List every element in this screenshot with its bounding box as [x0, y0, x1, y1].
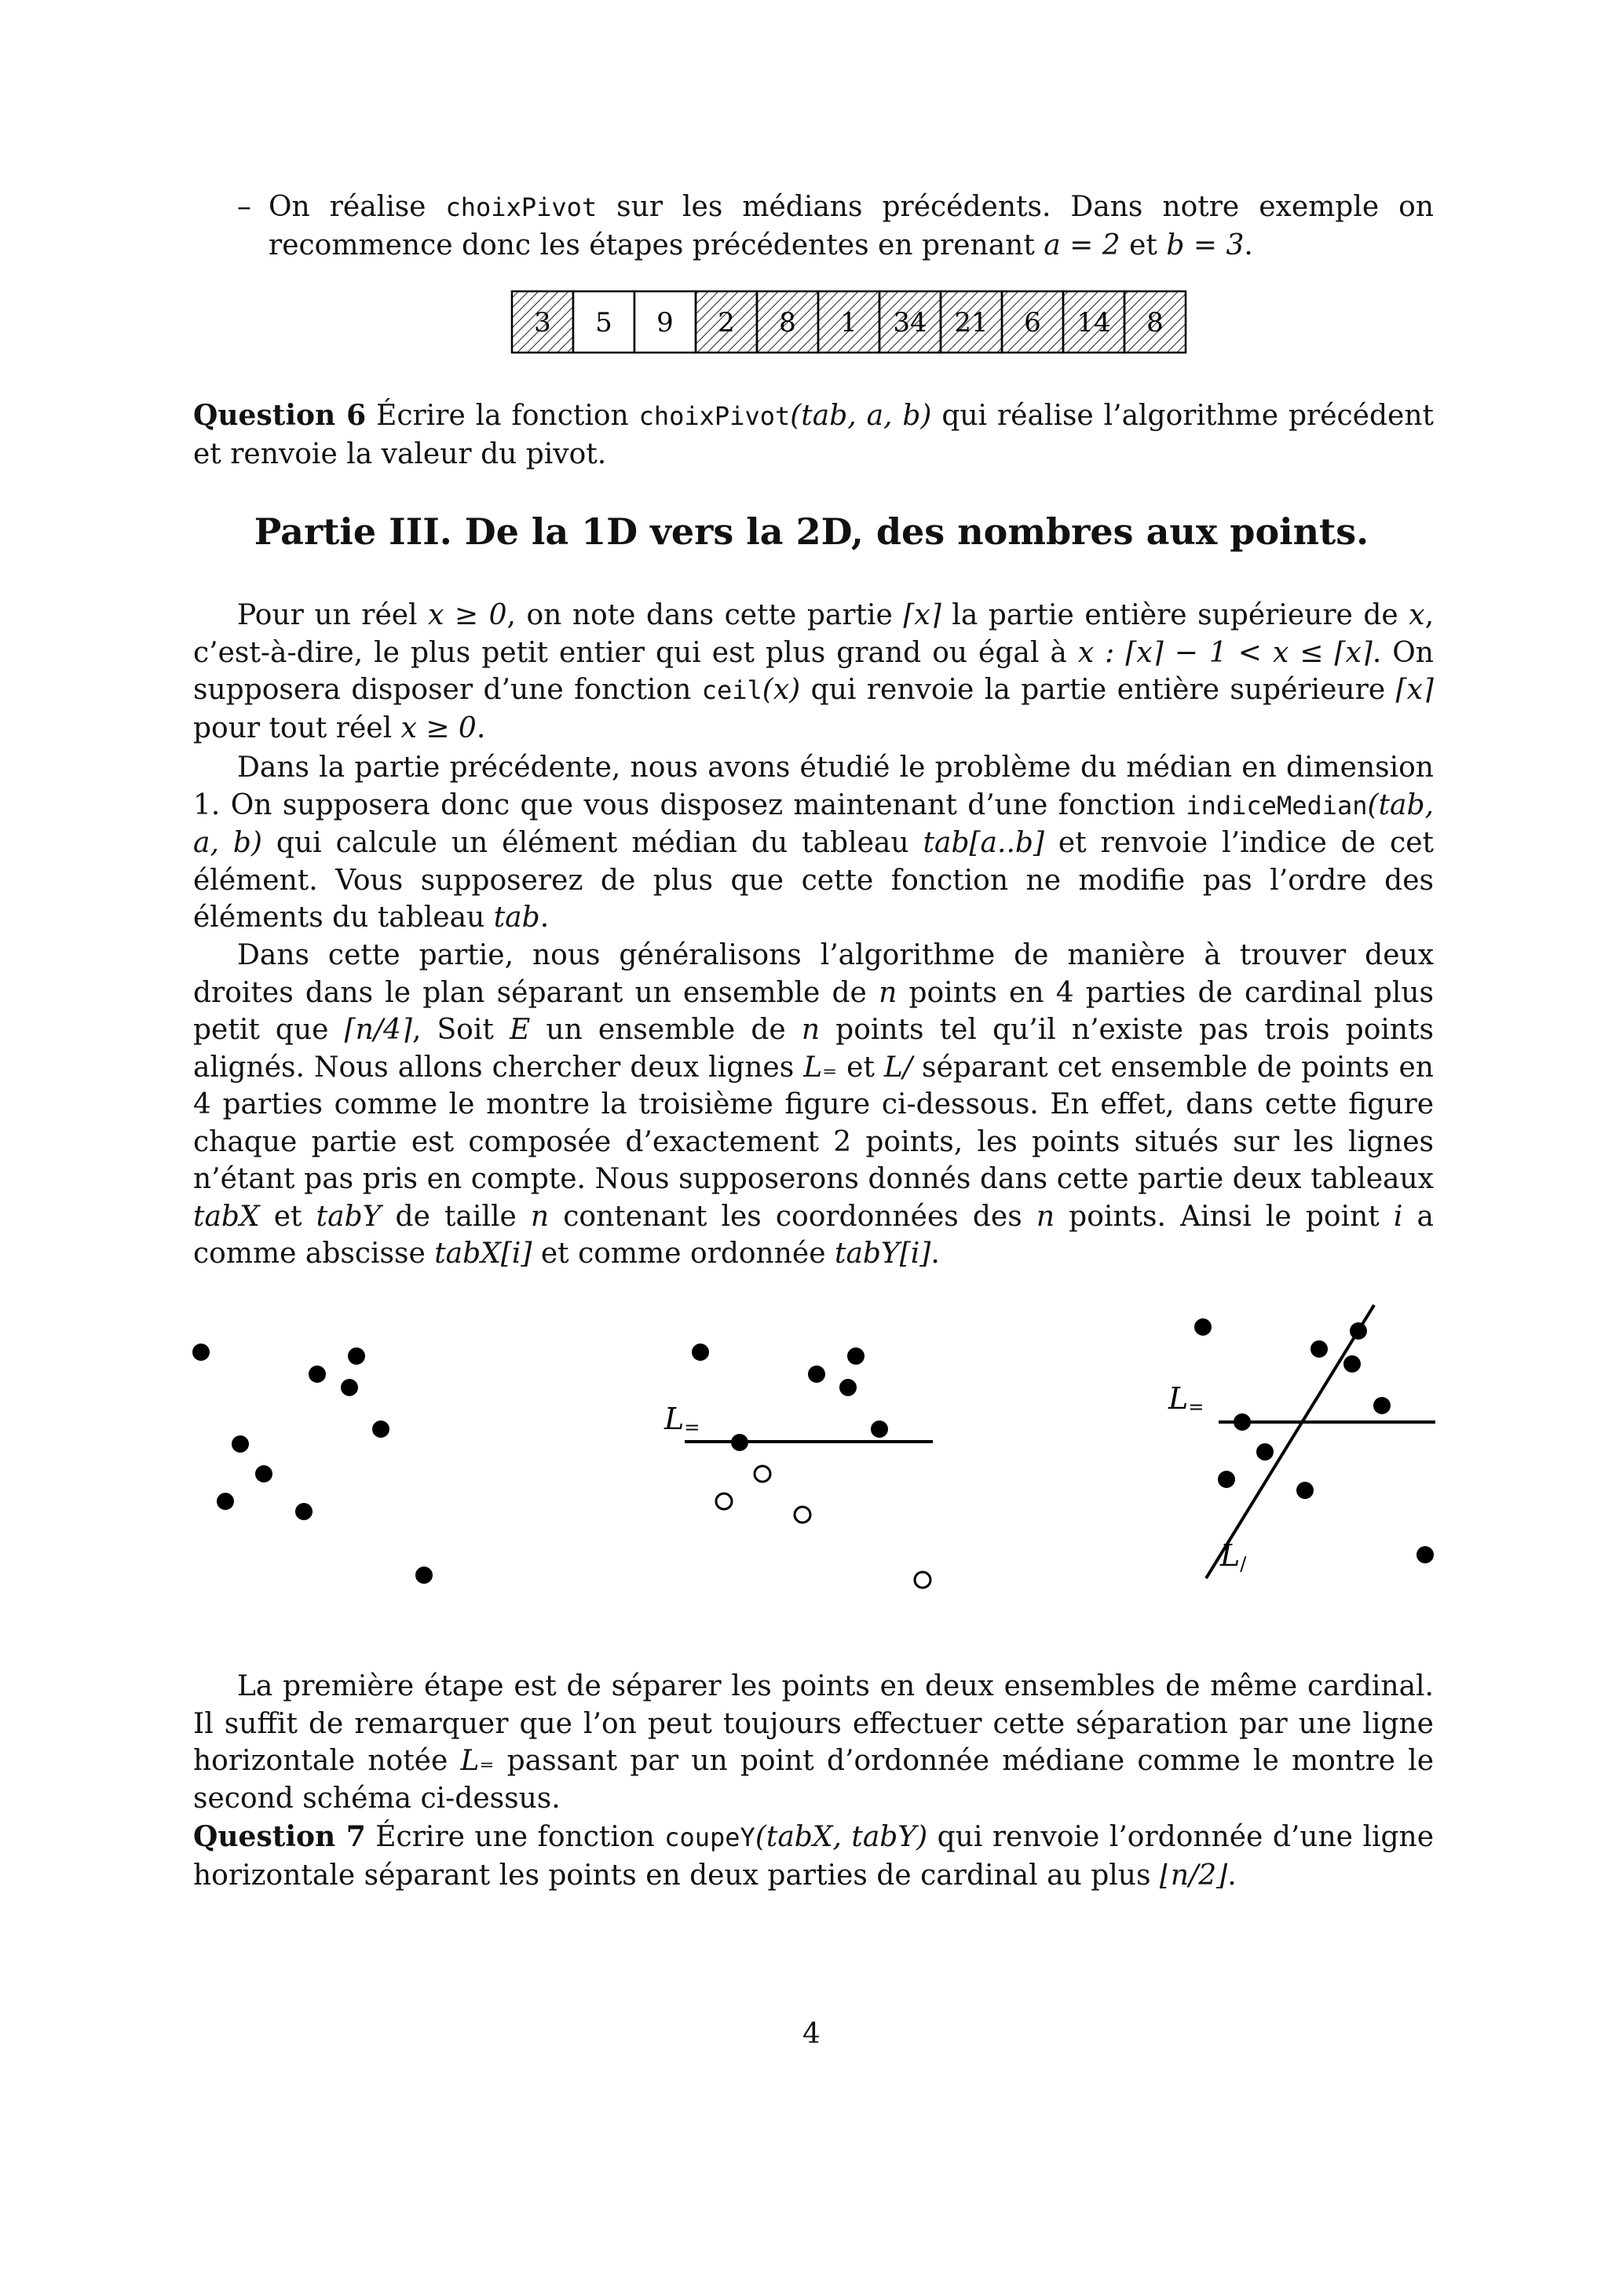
bullet-text: On réalise choixPivot sur les médians précédents. Dans notre exemple on recommence donc les étapes précédentes en prenant a = 2 et b = 3. — [269, 191, 1435, 261]
point-open — [716, 1493, 732, 1509]
point — [255, 1465, 272, 1483]
point — [1373, 1397, 1391, 1414]
point — [232, 1435, 249, 1453]
point — [217, 1493, 234, 1510]
point — [847, 1347, 865, 1365]
point — [309, 1366, 326, 1383]
array-cell — [1063, 291, 1124, 353]
question-6: Question 6 Écrire la fonction choixPivot(tab, a, b) qui réalise l’algorithme précédent et renvoie la valeur du pivot. — [193, 399, 1434, 470]
array-cell-value: 9 — [656, 307, 674, 338]
point — [808, 1366, 825, 1383]
line-l-slash — [1206, 1305, 1374, 1578]
point — [1256, 1443, 1274, 1461]
point — [1194, 1318, 1212, 1336]
array-cell — [818, 291, 879, 353]
question-7-label: Question 7 — [193, 1820, 366, 1853]
question-6-label: Question 6 — [193, 399, 367, 432]
paragraph-ceil: Pour un réel x ≥ 0, on note dans cette partie ⌈x⌉ la partie entière supérieure de x, c’est-à-dire, le plus petit entier qui est plus grand ou égal à x : ⌈x⌉ − 1 < x ≤ ⌈x⌉. On supposera disposer d’une fonction ceil(x) qui renvoie la partie entière supérieure ⌈x⌉ pour tout réel x ≥ 0. — [193, 599, 1435, 744]
figure-four-parts — [1168, 1305, 1435, 1578]
point-open — [795, 1507, 810, 1523]
paragraph-generalization: Dans cette partie, nous généralisons l’algorithme de manière à trouver deux droites dans le plan séparant un ensemble de n points en 4 parties de cardinal plus petit que ⌈n/4⌉, Soit E un ensemble de n points tel qu’il n’existe pas trois points alignés. Nous allons chercher deux lignes L₌ et L/ séparant cet ensemble de points en 4 parties comme le montre la troisième figure ci-dessous. En effet, dans cette figure chaque partie est composée d’exactement 2 points, les points situés sur les lignes n’étant pas pris en compte. Nous supposerons donnés dans cette partie deux tableaux tabX et tabY de taille n contenant les coordonnées des n points. Ainsi le point i a comme abscisse tabX[i] et comme ordonnée tabY[i]. — [193, 939, 1435, 1270]
section-heading-part-3: Partie III. De la 1D vers la 2D, des nombres aux points. — [254, 510, 1369, 553]
question-7: Question 7 Écrire une fonction coupeY(tabX, tabY) qui renvoie l’ordonnée d’une ligne horizontale séparant les points en deux parties de cardinal au plus ⌊n/2⌋. — [193, 1820, 1435, 1892]
array-cell — [634, 291, 696, 353]
array-cell — [696, 291, 757, 353]
array-cell-value: 6 — [1024, 307, 1041, 338]
array-cell — [1002, 291, 1063, 353]
point — [839, 1379, 857, 1396]
point — [372, 1420, 389, 1438]
array-cell — [941, 291, 1002, 353]
label-l-equal: L= — [1168, 1381, 1204, 1418]
array-cell-value: 21 — [954, 307, 989, 338]
point — [295, 1503, 313, 1520]
point — [1350, 1322, 1367, 1340]
point — [1218, 1471, 1235, 1488]
array-cell — [879, 291, 941, 353]
point — [692, 1344, 709, 1361]
array-cell-value: 2 — [718, 307, 735, 338]
bullet-marker: – — [237, 191, 251, 223]
array-cell — [573, 291, 634, 353]
figure-points — [192, 1344, 433, 1584]
array-cell-value: 14 — [1077, 307, 1111, 338]
figure-horizontal-split — [663, 1344, 933, 1588]
paragraph-median: Dans la partie précédente, nous avons étudié le problème du médian en dimension 1. On supposera donc que vous disposez maintenant d’une fonction indiceMedian(tab, a, b) qui calcule un élément médian du tableau tab[a..b] et renvoie l’indice de cet élément. Vous supposerez de plus que cette fonction ne modifie pas l’ordre des éléments du tableau tab. — [193, 751, 1434, 934]
point — [348, 1347, 365, 1365]
point — [1296, 1482, 1314, 1499]
point — [192, 1344, 210, 1361]
code-choixpivot: choixPivot — [445, 192, 598, 222]
point — [1234, 1413, 1251, 1431]
array-cell — [512, 291, 573, 353]
array-cell-value: 5 — [595, 307, 612, 338]
array-cell — [1124, 291, 1186, 353]
array-cell-value: 8 — [1146, 307, 1164, 338]
point-figures — [0, 1288, 1623, 1602]
label-l-slash: L/ — [1220, 1538, 1247, 1575]
array-cell — [757, 291, 818, 353]
point — [1343, 1355, 1361, 1373]
page-number: 4 — [802, 2018, 821, 2050]
point — [1416, 1546, 1434, 1563]
point-open — [915, 1572, 930, 1588]
array-figure — [510, 289, 1201, 355]
point — [341, 1379, 358, 1396]
point — [1310, 1340, 1328, 1358]
point — [871, 1420, 888, 1438]
array-cell-value: 34 — [893, 307, 927, 338]
array-cell-value: 3 — [534, 307, 551, 338]
label-l-equal: L= — [664, 1402, 700, 1439]
array-cell-value: 1 — [840, 307, 857, 338]
point — [415, 1567, 433, 1584]
array-cell-value: 8 — [779, 307, 796, 338]
paragraph-first-step: La première étape est de séparer les points en deux ensembles de même cardinal. Il suffit de remarquer que l’on peut toujours effectuer cette séparation par une ligne horizontale notée L₌ passant par un point d’ordonnée médiane comme le montre le second schéma ci-dessus. — [193, 1670, 1435, 1815]
point — [731, 1434, 748, 1451]
point-open — [755, 1466, 770, 1482]
